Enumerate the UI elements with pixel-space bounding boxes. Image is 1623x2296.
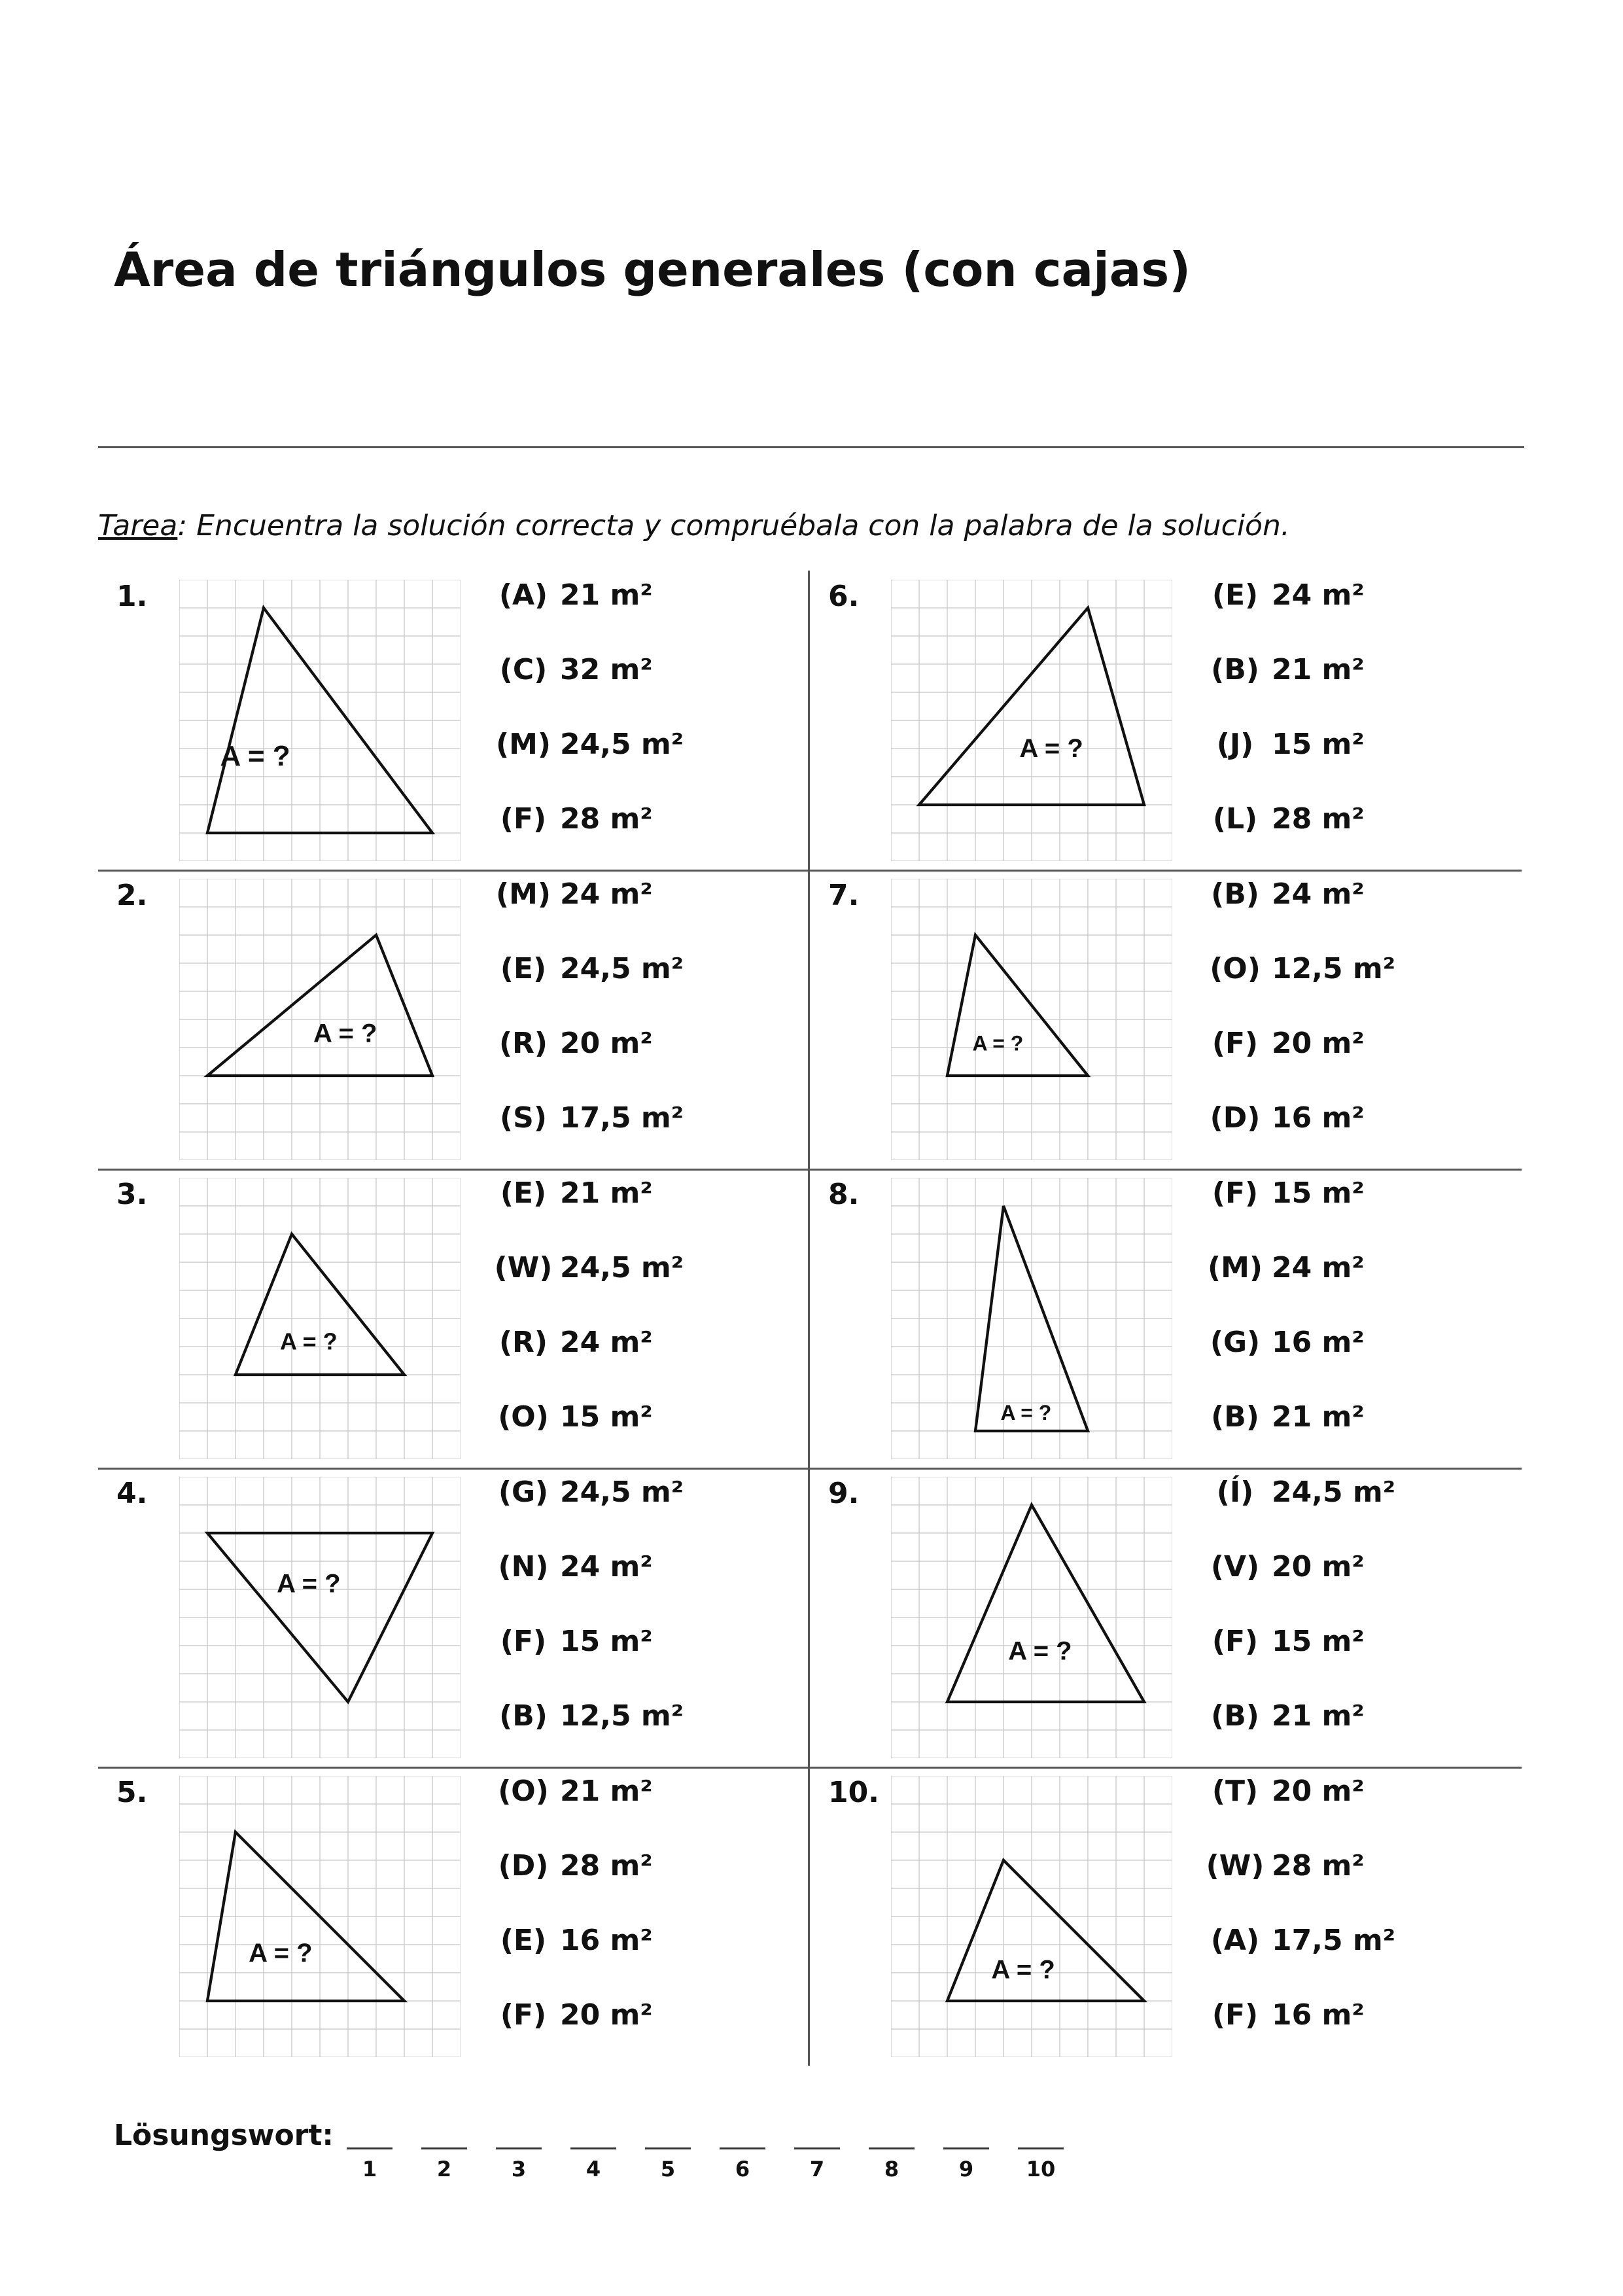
option-letter: (F)	[500, 802, 547, 836]
answer-option	[491, 1550, 653, 1583]
answer-option	[1202, 653, 1365, 686]
option-letter: (O)	[498, 1775, 549, 1808]
option-value: 32 m²	[560, 653, 653, 686]
solution-blank[interactable]	[720, 2147, 765, 2149]
option-letter: (B)	[1211, 653, 1259, 686]
answer-option	[491, 1027, 653, 1060]
problem-number: 6.	[828, 580, 860, 613]
option-letter: (O)	[1210, 952, 1261, 985]
option-letter: (D)	[498, 1849, 549, 1882]
answer-option	[1202, 1849, 1365, 1882]
option-value: 28 m²	[560, 802, 653, 836]
answer-option	[491, 728, 684, 761]
option-letter: (R)	[498, 1027, 548, 1060]
answer-option	[1202, 1625, 1365, 1658]
option-letter: (N)	[498, 1550, 549, 1583]
answer-option	[1202, 728, 1365, 761]
area-question-label	[277, 1569, 340, 1598]
solution-slot-number: 8	[884, 2157, 899, 2181]
solution-slot-number: 1	[362, 2157, 377, 2181]
answer-option	[491, 952, 684, 985]
option-letter: (F)	[1212, 1027, 1259, 1060]
problem-number: 8.	[828, 1178, 860, 1211]
option-value: 15 m²	[560, 1625, 653, 1658]
triangle	[947, 1505, 1144, 1702]
triangle-figure	[891, 580, 1172, 861]
option-letter: (W)	[1206, 1849, 1265, 1882]
solution-slot-number: 4	[585, 2157, 601, 2181]
option-letter: (F)	[500, 1625, 547, 1658]
problem-cell	[98, 1468, 808, 1767]
answer-option	[1202, 877, 1365, 911]
answer-option	[1202, 802, 1365, 836]
option-value: 21 m²	[560, 1775, 653, 1808]
triangle-figure	[179, 1776, 461, 2057]
option-letter: (T)	[1212, 1775, 1259, 1808]
option-value: 20 m²	[560, 1998, 653, 2032]
triangle-figure	[891, 1477, 1172, 1758]
task-text: : Encuentra la solución correcta y compruébala con la palabra de la solución.	[177, 509, 1290, 542]
triangle-figure	[891, 1776, 1172, 2057]
area-question-label	[1019, 734, 1083, 763]
answer-option	[491, 1475, 684, 1509]
option-value: 24 m²	[1272, 877, 1365, 911]
answer-option	[491, 1849, 653, 1882]
problem-number: 3.	[116, 1178, 148, 1211]
answer-option	[491, 1400, 653, 1434]
option-value: 16 m²	[1272, 1326, 1365, 1359]
option-value: 12,5 m²	[560, 1699, 684, 1733]
area-question-label	[1000, 1401, 1051, 1424]
option-value: 24,5 m²	[560, 728, 684, 761]
answer-option	[1202, 1400, 1365, 1434]
solution-slot-number: 5	[660, 2157, 676, 2181]
answer-option	[1202, 1326, 1365, 1359]
answer-option	[491, 1775, 653, 1808]
option-letter: (F)	[500, 1998, 547, 2032]
problem-number: 2.	[116, 879, 148, 912]
problem-number: 7.	[828, 879, 860, 912]
solution-blank[interactable]	[421, 2147, 467, 2149]
area-question-label	[313, 1019, 377, 1048]
option-value: 24 m²	[560, 1550, 653, 1583]
option-value: 20 m²	[1272, 1027, 1365, 1060]
answer-option	[491, 1998, 653, 2032]
option-letter: (Í)	[1216, 1475, 1254, 1509]
solution-slot-number: 2	[436, 2157, 452, 2181]
area-question-label	[991, 1956, 1055, 1985]
answer-option	[1202, 1924, 1395, 1957]
area-question-label	[249, 1939, 312, 1968]
option-value: 20 m²	[560, 1027, 653, 1060]
option-value: 15 m²	[1272, 1176, 1365, 1210]
option-value: 17,5 m²	[1272, 1924, 1395, 1957]
answer-option	[491, 1326, 653, 1359]
option-value: 21 m²	[1272, 1699, 1365, 1733]
answer-option	[1202, 1027, 1365, 1060]
option-value: 15 m²	[560, 1400, 653, 1434]
option-value: 24 m²	[560, 877, 653, 911]
problem-number: 5.	[116, 1776, 148, 1809]
option-value: 24,5 m²	[560, 1251, 684, 1284]
solution-slot-number: 6	[735, 2157, 750, 2181]
problem-cell	[98, 1169, 808, 1468]
option-value: 24 m²	[1272, 1251, 1365, 1284]
solution-blank[interactable]	[347, 2147, 393, 2149]
problem-cell	[98, 870, 808, 1169]
answer-option	[1202, 952, 1395, 985]
answer-option	[1202, 1775, 1365, 1808]
area-question-label	[280, 1328, 338, 1354]
option-value: 28 m²	[560, 1849, 653, 1882]
option-letter: (E)	[500, 1924, 547, 1957]
option-letter: (B)	[1211, 877, 1259, 911]
triangle-figure	[891, 1178, 1172, 1459]
option-value: 24 m²	[560, 1326, 653, 1359]
problem-cell	[810, 1767, 1520, 2066]
option-letter: (R)	[498, 1326, 548, 1359]
option-value: 15 m²	[1272, 728, 1365, 761]
triangle-figure	[179, 580, 461, 861]
answer-option	[1202, 1475, 1395, 1509]
option-letter: (F)	[1212, 1625, 1259, 1658]
option-letter: (W)	[494, 1251, 553, 1284]
option-letter: (B)	[1211, 1400, 1259, 1434]
solution-blank[interactable]	[570, 2147, 616, 2149]
option-letter: (J)	[1216, 728, 1254, 761]
option-value: 20 m²	[1272, 1775, 1365, 1808]
answer-option	[491, 1176, 653, 1210]
option-value: 17,5 m²	[560, 1101, 684, 1135]
solution-blank[interactable]	[943, 2147, 989, 2149]
option-value: 24,5 m²	[560, 1475, 684, 1509]
title-divider	[98, 446, 1524, 448]
problem-cell	[810, 571, 1520, 870]
option-value: 15 m²	[1272, 1625, 1365, 1658]
option-letter: (C)	[499, 653, 548, 686]
answer-option	[491, 1924, 653, 1957]
answer-option	[491, 1101, 684, 1135]
option-letter: (E)	[1212, 578, 1259, 612]
solution-blank[interactable]	[645, 2147, 691, 2149]
problem-cell	[98, 571, 808, 870]
option-value: 21 m²	[560, 1176, 653, 1210]
answer-option	[1202, 1699, 1365, 1733]
area-question-label: A = ?	[220, 739, 290, 772]
problem-number: 4.	[116, 1477, 148, 1510]
option-letter: (D)	[1210, 1101, 1261, 1135]
option-value: 12,5 m²	[1272, 952, 1395, 985]
solution-slot-number: 9	[958, 2157, 974, 2181]
option-letter: (G)	[498, 1475, 549, 1509]
option-value: 21 m²	[1272, 653, 1365, 686]
answer-option	[491, 1625, 653, 1658]
option-value: 21 m²	[1272, 1400, 1365, 1434]
option-letter: (L)	[1212, 802, 1258, 836]
answer-option	[1202, 1998, 1365, 2032]
solution-word-label: Lösungswort:	[114, 2119, 334, 2152]
solution-blank[interactable]	[496, 2147, 542, 2149]
solution-slot-number: 7	[809, 2157, 825, 2181]
option-letter: (F)	[1212, 1998, 1259, 2032]
option-letter: (E)	[500, 952, 547, 985]
option-value: 24 m²	[1272, 578, 1365, 612]
option-letter: (V)	[1210, 1550, 1260, 1583]
page-title: Área de triángulos generales (con cajas)	[114, 242, 1191, 297]
solution-blank[interactable]	[794, 2147, 840, 2149]
answer-option	[1202, 1550, 1365, 1583]
answer-option	[491, 1699, 684, 1733]
option-value: 16 m²	[1272, 1998, 1365, 2032]
option-value: 16 m²	[1272, 1101, 1365, 1135]
area-question-label	[1008, 1637, 1072, 1666]
problem-number: 1.	[116, 580, 148, 613]
problem-number: 10.	[828, 1776, 879, 1809]
triangle-figure	[891, 879, 1172, 1160]
problem-grid	[98, 571, 1522, 2066]
problem-number: 9.	[828, 1477, 860, 1510]
option-letter: (E)	[500, 1176, 547, 1210]
problem-cell	[98, 1767, 808, 2066]
solution-blank[interactable]	[1018, 2147, 1064, 2149]
problem-cell	[810, 870, 1520, 1169]
area-question-label	[972, 1031, 1023, 1055]
option-letter: (A)	[498, 578, 548, 612]
triangle-figure	[179, 1477, 461, 1758]
option-value: 16 m²	[560, 1924, 653, 1957]
answer-option	[491, 802, 653, 836]
solution-slot-number: 3	[511, 2157, 527, 2181]
option-letter: (M)	[1207, 1251, 1263, 1284]
answer-option	[1202, 1101, 1365, 1135]
answer-option	[491, 1251, 684, 1284]
solution-slot-number: 10	[1026, 2157, 1056, 2181]
task-label: Tarea	[98, 509, 178, 542]
option-letter: (M)	[495, 877, 551, 911]
option-value: 21 m²	[560, 578, 653, 612]
triangle-figure	[179, 879, 461, 1160]
option-letter: (M)	[495, 728, 551, 761]
option-letter: (B)	[1211, 1699, 1259, 1733]
option-letter: (O)	[498, 1400, 549, 1434]
option-letter: (B)	[499, 1699, 548, 1733]
solution-blank[interactable]	[869, 2147, 915, 2149]
answer-option	[491, 877, 653, 911]
answer-option	[1202, 578, 1365, 612]
option-letter: (F)	[1212, 1176, 1259, 1210]
option-value: 28 m²	[1272, 802, 1365, 836]
option-value: 28 m²	[1272, 1849, 1365, 1882]
problem-cell	[810, 1468, 1520, 1767]
option-letter: (G)	[1210, 1326, 1261, 1359]
triangle-figure	[179, 1178, 461, 1459]
option-value: 24,5 m²	[560, 952, 684, 985]
option-value: 24,5 m²	[1272, 1475, 1395, 1509]
problem-cell	[810, 1169, 1520, 1468]
answer-option	[1202, 1251, 1365, 1284]
option-value: 20 m²	[1272, 1550, 1365, 1583]
answer-option	[491, 578, 653, 612]
answer-option	[1202, 1176, 1365, 1210]
answer-option	[491, 653, 653, 686]
task-instruction	[98, 509, 1290, 542]
option-letter: (A)	[1210, 1924, 1260, 1957]
option-letter: (S)	[500, 1101, 547, 1135]
